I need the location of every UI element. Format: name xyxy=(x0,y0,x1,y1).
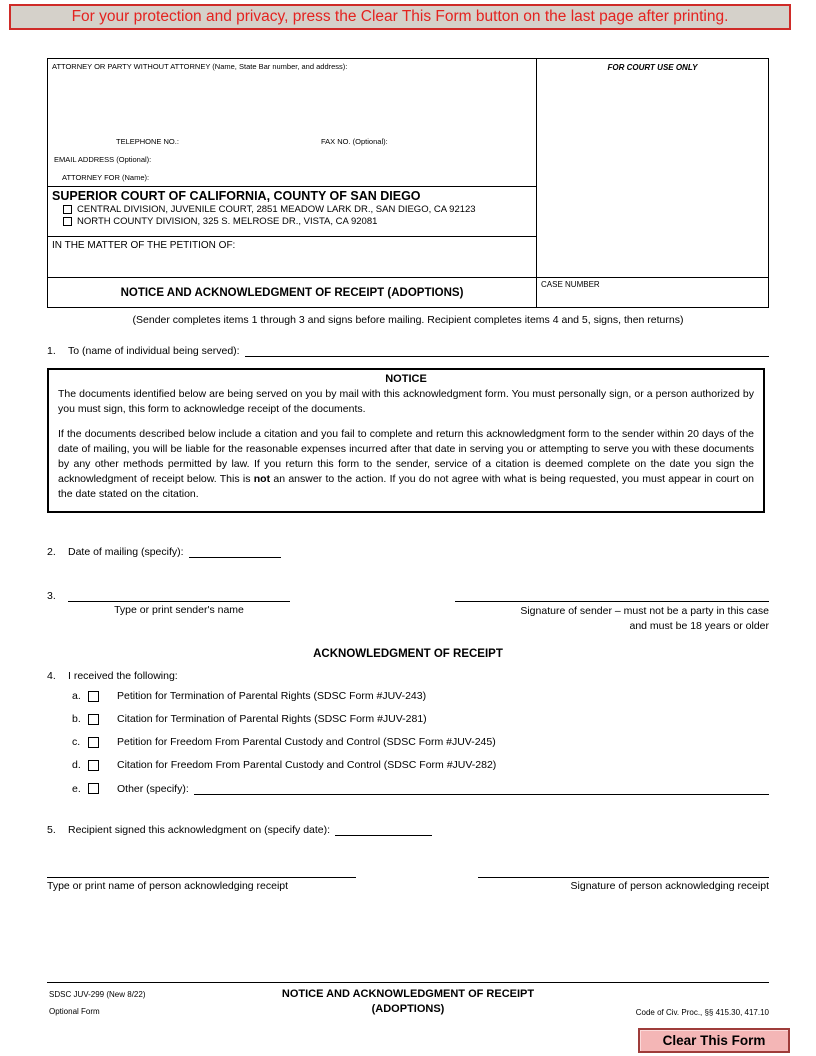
item-4-number: 4. xyxy=(47,670,56,682)
acknowledgment-heading: ACKNOWLEDGMENT OF RECEIPT xyxy=(313,648,503,660)
privacy-banner-text: For your protection and privacy, press the Clear This Form button on the last page after printing. xyxy=(71,8,729,25)
option-e-checkbox[interactable] xyxy=(88,783,99,794)
item-3-number: 3. xyxy=(47,590,56,602)
attorney-label: ATTORNEY OR PARTY WITHOUT ATTORNEY (Name, State Bar number, and address): xyxy=(52,62,348,71)
item-4-label: I received the following: xyxy=(68,670,178,682)
sender-signature-field[interactable] xyxy=(455,588,769,602)
option-a-label: Petition for Termination of Parental Rights (SDSC Form #JUV-243) xyxy=(117,690,427,702)
privacy-banner xyxy=(9,4,791,30)
other-specify-field[interactable] xyxy=(194,782,769,795)
option-c-label: Petition for Freedom From Parental Custody and Control (SDSC Form #JUV-245) xyxy=(117,736,496,748)
form-title: NOTICE AND ACKNOWLEDGMENT OF RECEIPT (ADOPTIONS) xyxy=(120,286,464,299)
notice-box xyxy=(47,368,765,513)
petition-matter-label: IN THE MATTER OF THE PETITION OF: xyxy=(52,240,236,251)
north-division-checkbox[interactable] xyxy=(63,217,72,226)
court-name: SUPERIOR COURT OF CALIFORNIA, COUNTY OF SAN DIEGO xyxy=(52,189,421,203)
footer-title-line1: NOTICE AND ACKNOWLEDGMENT OF RECEIPT xyxy=(281,988,535,1000)
item-3-row xyxy=(47,586,769,602)
notice-paragraph-2-post: an answer to the action. If you do not agree with what is being requested, you must appear in court on the date stated on the citation. xyxy=(58,473,755,500)
option-a-checkbox[interactable] xyxy=(88,691,99,702)
footer-title-line2: (ADOPTIONS) xyxy=(371,1002,445,1015)
option-d-label: Citation for Freedom From Parental Custody and Control (SDSC Form #JUV-282) xyxy=(117,759,497,771)
footer-divider xyxy=(47,982,769,983)
item-2-label: Date of mailing (specify): xyxy=(68,546,184,558)
form-type: Optional Form xyxy=(49,1007,100,1016)
option-a-letter: a. xyxy=(72,690,81,702)
option-b-checkbox[interactable] xyxy=(88,714,99,725)
notice-paragraph-1: The documents identified below are being served on you by mail with this acknowledgment form. You must personally sign, or a person authorized by you must sign, this form to acknowledge receipt of the documents. xyxy=(58,388,754,415)
sender-name-field[interactable] xyxy=(68,588,290,602)
item-5-row xyxy=(47,823,769,836)
case-number-label: CASE NUMBER xyxy=(541,280,600,289)
telephone-label: TELEPHONE NO.: xyxy=(116,137,179,146)
petition-matter-box[interactable] xyxy=(48,237,536,277)
item-4-row xyxy=(47,670,769,682)
sender-signature-caption xyxy=(347,604,769,633)
sender-name-caption: Type or print sender's name xyxy=(114,604,244,616)
division-row-central xyxy=(63,204,532,215)
item-5-label: Recipient signed this acknowledgment on (specify date): xyxy=(68,824,331,836)
form-title-cell xyxy=(48,277,536,307)
sender-signature-caption-line2: and must be 18 years or older xyxy=(629,619,769,632)
email-label: EMAIL ADDRESS (Optional): xyxy=(54,155,152,164)
item-1-number: 1. xyxy=(47,345,56,357)
attorney-box[interactable] xyxy=(48,59,536,187)
notice-title: NOTICE xyxy=(385,373,427,385)
option-row-d xyxy=(72,759,769,771)
notice-paragraph-2 xyxy=(58,427,754,502)
fax-label: FAX NO. (Optional): xyxy=(321,137,388,146)
court-use-only-box xyxy=(536,59,768,277)
option-e-label: Other (specify): xyxy=(117,782,189,795)
acknowledgment-date-field[interactable] xyxy=(335,823,432,836)
sender-signature-caption-line1: Signature of sender – must not be a party in this case xyxy=(520,605,769,617)
option-row-b xyxy=(72,713,769,725)
recipient-signature-field[interactable] xyxy=(478,864,769,878)
option-c-checkbox[interactable] xyxy=(88,737,99,748)
item-1-label: To (name of individual being served): xyxy=(68,345,240,357)
central-division-label: CENTRAL DIVISION, JUVENILE COURT, 2851 MEADOW LARK DR., SAN DIEGO, CA 92123 xyxy=(77,204,476,215)
option-c-letter: c. xyxy=(72,736,81,748)
recipient-signature-row xyxy=(47,862,769,878)
central-division-checkbox[interactable] xyxy=(63,205,72,214)
option-e-letter: e. xyxy=(72,782,81,795)
option-b-label: Citation for Termination of Parental Rights (SDSC Form #JUV-281) xyxy=(117,713,427,725)
option-d-checkbox[interactable] xyxy=(88,760,99,771)
form-caption-header xyxy=(47,58,769,308)
notice-paragraph-2-bold: not xyxy=(253,473,271,485)
north-division-label: NORTH COUNTY DIVISION, 325 S. MELROSE DR., VISTA, CA 92081 xyxy=(77,216,378,227)
option-row-a xyxy=(72,690,769,702)
item-2-number: 2. xyxy=(47,546,56,558)
option-d-letter: d. xyxy=(72,759,81,771)
attorney-for-label: ATTORNEY FOR (Name): xyxy=(62,173,150,182)
sender-instructions: (Sender completes items 1 through 3 and signs before mailing. Recipient completes items 4 and 5, signs, then returns) xyxy=(132,314,684,326)
recipient-name-field[interactable] xyxy=(47,864,356,878)
option-row-c xyxy=(72,736,769,748)
court-address-box xyxy=(48,187,536,237)
division-row-north xyxy=(63,216,532,227)
item-5-number: 5. xyxy=(47,824,56,836)
recipient-signature-caption: Signature of person acknowledging receipt xyxy=(570,880,769,892)
option-row-e xyxy=(72,782,769,795)
item-1-row xyxy=(47,344,769,357)
recipient-name-caption: Type or print name of person acknowledging receipt xyxy=(47,880,289,892)
court-use-only-label: FOR COURT USE ONLY xyxy=(607,63,698,72)
case-number-box[interactable] xyxy=(536,277,768,307)
option-b-letter: b. xyxy=(72,713,81,725)
code-reference: Code of Civ. Proc., §§ 415.30, 417.10 xyxy=(635,1008,769,1017)
item-2-row xyxy=(47,545,769,558)
clear-form-button[interactable]: Clear This Form xyxy=(638,1028,790,1053)
mailing-date-field[interactable] xyxy=(189,545,281,558)
notice-paragraph-2-pre: If the documents described below include a citation and you fail to complete and return this acknowledgment form to the sender within 20 days of the date of mailing, you will be liable for the reasonable expenses incurred after that date in serving you or attempting to serve you with these documents by any other methods permitted by law. If you return this form to the sender, service of a citation is deemed complete on the date you sign the acknowledgment of receipt below. This is xyxy=(58,428,754,485)
form-number: SDSC JUV-299 (New 8/22) xyxy=(49,990,146,999)
to-name-field[interactable] xyxy=(245,344,769,357)
